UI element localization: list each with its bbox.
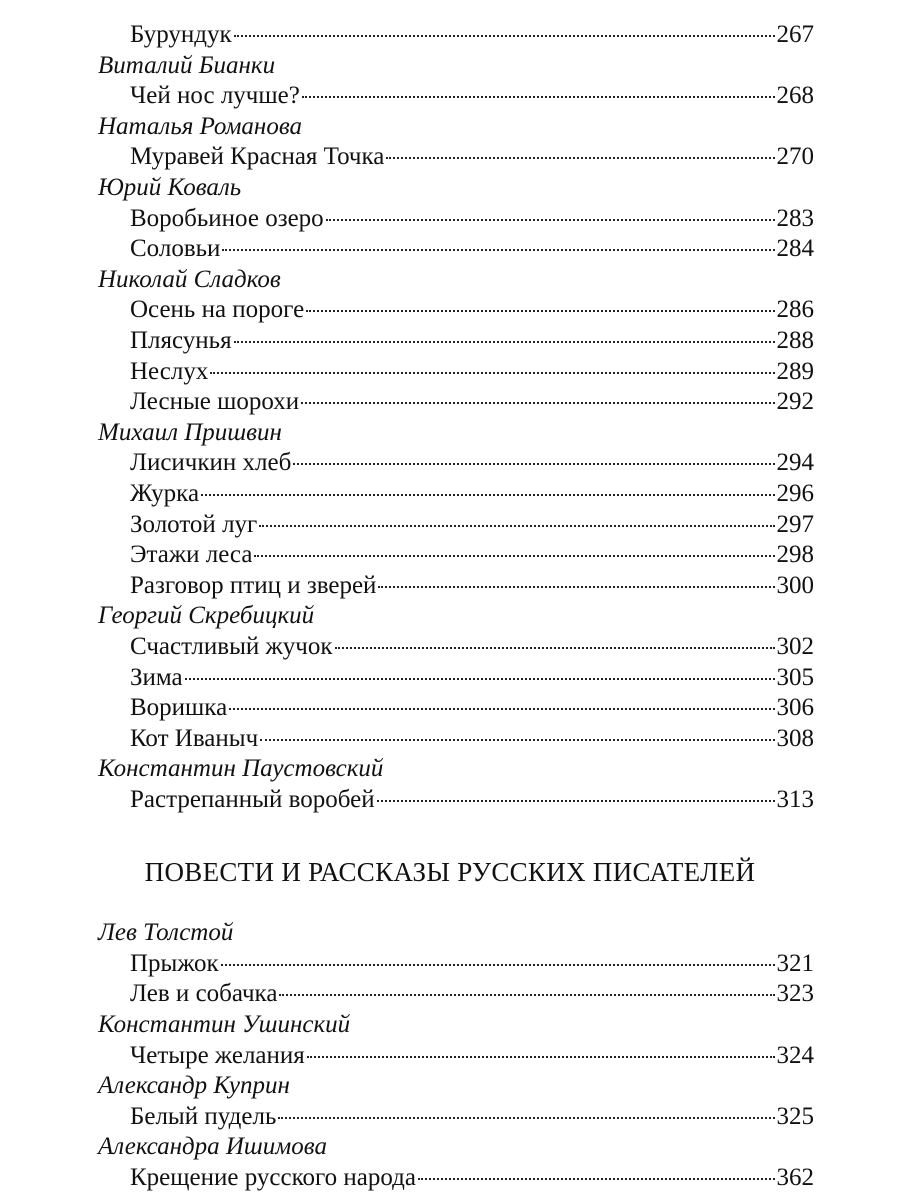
dot-leader	[229, 707, 774, 710]
toc-entry[interactable]	[130, 571, 814, 601]
toc-entry-title: Прыжок	[130, 949, 219, 977]
dot-leader	[306, 309, 774, 312]
toc-entry-title: Крещение русского народа	[130, 1164, 416, 1191]
dot-leader	[378, 585, 774, 588]
toc-entry-title: Лисичкин хлеб	[130, 449, 292, 477]
toc-entry-title: Осень на пороге	[130, 296, 305, 324]
toc-author: Лев Толстой	[98, 919, 234, 947]
toc-entry-title: Воробьиное озеро	[130, 204, 324, 232]
toc-page-number: 268	[776, 82, 814, 110]
toc-entry-title: Четыре желания	[130, 1041, 305, 1069]
toc-page-number: 284	[776, 235, 814, 263]
dot-leader	[377, 799, 775, 802]
dot-leader	[254, 554, 774, 557]
toc-entry[interactable]	[130, 81, 814, 111]
dot-leader	[185, 677, 775, 680]
toc-entry-title: Зима	[130, 663, 183, 691]
toc-entry-title: Растрепанный воробей	[130, 786, 375, 813]
toc-entry[interactable]	[130, 540, 814, 570]
dot-leader	[302, 95, 775, 98]
toc-page-number: 292	[776, 388, 814, 416]
toc-page-number: 289	[776, 357, 814, 385]
toc-entry[interactable]	[130, 785, 814, 815]
toc-page-number: 306	[776, 694, 814, 722]
toc-entry[interactable]	[130, 949, 814, 979]
dot-leader	[386, 156, 774, 159]
toc-entry[interactable]	[130, 479, 814, 509]
toc-entry-title: Чей нос лучше?	[130, 82, 300, 110]
toc-entry[interactable]	[130, 1041, 814, 1071]
toc-author: Наталья Романова	[98, 112, 303, 140]
toc-page-number: 296	[776, 480, 814, 507]
toc-entry-title: Золотой луг	[130, 510, 258, 538]
toc-entry[interactable]	[130, 448, 814, 478]
toc-page-number: 305	[776, 663, 814, 691]
section-heading: ПОВЕСТИ И РАССКАЗЫ РУССКИХ ПИСАТЕЛЕЙ	[144, 856, 756, 887]
toc-author: Георгий Скребицкий	[98, 602, 315, 630]
toc-entry-title: Муравей Красная Точка	[130, 143, 385, 171]
dot-leader	[259, 524, 774, 527]
toc-page-number: 321	[776, 949, 814, 977]
toc-entry[interactable]	[130, 295, 814, 325]
toc-entry[interactable]	[130, 693, 814, 723]
toc-page-number: 324	[776, 1041, 814, 1069]
toc-entry-title: Счастливый жучок	[130, 633, 333, 660]
toc-entry-title: Воришка	[130, 694, 228, 722]
toc-author: Константин Ушинский	[98, 1011, 351, 1038]
toc-page-number: 302	[776, 633, 814, 660]
toc-page-number: 270	[776, 143, 814, 171]
dot-leader	[234, 340, 775, 343]
dot-leader	[418, 1177, 775, 1180]
toc-entry[interactable]	[130, 20, 814, 50]
dot-leader	[260, 738, 774, 741]
toc-author: Михаил Пришвин	[98, 418, 282, 446]
toc-entry-title: Лев и собачка	[130, 980, 278, 1008]
toc-author: Александра Ишимова	[98, 1133, 327, 1161]
toc-entry-title: Белый пудель	[130, 1102, 277, 1130]
toc-page-number: 323	[776, 980, 814, 1008]
toc-entry-title: Бурундук	[130, 21, 232, 48]
toc-page-number: 300	[776, 571, 814, 599]
dot-leader	[201, 493, 774, 496]
toc-page-number: 288	[776, 327, 814, 354]
toc-entry[interactable]	[130, 510, 814, 540]
toc-author: Юрий Коваль	[98, 174, 242, 201]
toc-author: Александр Куприн	[98, 1072, 290, 1100]
toc-page-number: 313	[776, 786, 814, 813]
toc-page-number: 294	[776, 449, 814, 477]
toc-page-number: 297	[776, 510, 814, 538]
toc-page-number: 298	[776, 541, 814, 569]
toc-entry-title: Соловьи	[130, 235, 221, 263]
toc-page-number: 283	[776, 204, 814, 232]
dot-leader	[301, 401, 774, 404]
toc-page-number: 286	[776, 296, 814, 324]
toc-entry-title: Этажи леса	[130, 541, 253, 569]
toc-entry[interactable]	[130, 142, 814, 172]
toc-entry-title: Лесные шорохи	[130, 388, 300, 416]
toc-entry[interactable]	[130, 1102, 814, 1132]
toc-entry[interactable]	[130, 724, 814, 754]
dot-leader	[307, 1055, 775, 1058]
dot-leader	[293, 462, 774, 465]
dot-leader	[221, 963, 775, 966]
toc-author: Константин Паустовский	[98, 755, 384, 783]
dot-leader	[279, 993, 774, 996]
dot-leader	[335, 646, 775, 649]
toc-author: Виталий Бианки	[98, 51, 276, 79]
dot-leader	[210, 371, 774, 374]
toc-entry[interactable]	[130, 663, 814, 693]
toc-entry-title: Плясунья	[130, 327, 232, 354]
toc-entry[interactable]	[130, 326, 814, 356]
dot-leader	[278, 1116, 774, 1119]
toc-page-number: 325	[776, 1102, 814, 1130]
toc-entry[interactable]	[130, 1163, 814, 1193]
toc-entry[interactable]	[130, 357, 814, 387]
toc-entry[interactable]	[130, 632, 814, 662]
toc-entry[interactable]	[130, 387, 814, 417]
toc-entry-title: Неслух	[130, 357, 209, 385]
dot-leader	[222, 248, 774, 251]
toc-author: Николай Сладков	[98, 265, 281, 293]
toc-entry-title: Разговор птиц и зверей	[130, 571, 377, 599]
dot-leader	[326, 218, 775, 221]
toc-page-number: 362	[776, 1164, 814, 1191]
toc-entry-title: Журка	[130, 480, 200, 507]
toc-entry[interactable]	[130, 204, 814, 234]
toc-entry[interactable]	[130, 979, 814, 1009]
toc-entry[interactable]	[130, 234, 814, 264]
toc-entry-title: Кот Иваныч	[130, 724, 259, 752]
toc-page-number: 267	[776, 21, 814, 48]
dot-leader	[234, 34, 775, 37]
toc-page-number: 308	[776, 724, 814, 752]
